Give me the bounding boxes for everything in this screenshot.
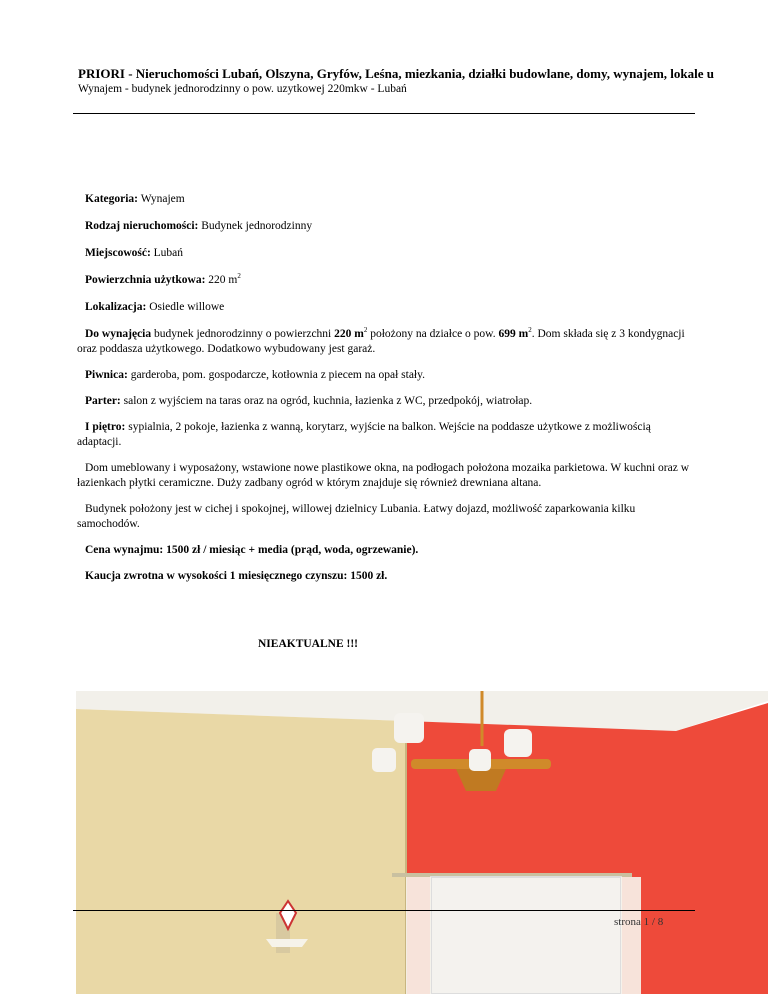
unit-superscript: 2 xyxy=(237,272,241,281)
field-value: Osiedle willowe xyxy=(149,301,225,313)
first-floor-label: I piętro: xyxy=(85,421,126,433)
ground-text: salon z wyjściem na taras oraz na ogród, kuchnia, łazienka z WC, przedpokój, wiatrołap. xyxy=(120,395,533,407)
first-floor-text: sypialnia, 2 pokoje, łazienka z wanną, korytarz, wyjście na balkon. Wejście na poddasze użytkowe z możliwością adaptacji. xyxy=(77,421,651,448)
page-subtitle: Wynajem - budynek jednorodzinny o pow. uzytkowej 220mkw - Lubań xyxy=(78,83,407,95)
field-label: Miejscowość: xyxy=(85,247,151,259)
field-type xyxy=(77,219,697,234)
price-text: Cena wynajmu: 1500 zł / miesiąc + media (prąd, woda, ogrzewanie). xyxy=(85,544,419,556)
deposit-text: Kaucja zwrotna w wysokości 1 miesięcznego czynszu: 1500 zł. xyxy=(85,570,388,582)
field-label: Kategoria: xyxy=(85,193,139,205)
description-first-floor xyxy=(77,420,697,450)
footer-divider xyxy=(73,910,695,911)
price-line xyxy=(77,543,697,558)
field-location xyxy=(77,300,697,315)
header-divider xyxy=(73,113,695,114)
listing-content xyxy=(77,192,697,595)
plot-sup: 2 xyxy=(528,326,532,335)
field-label: Lokalizacja: xyxy=(85,301,147,313)
intro-text-3: . Dom składa się z 3 kondygnacji oraz poddasza użytkowego. Dodatkowo wybudowany jest garaż. xyxy=(77,328,685,355)
field-value: Lubań xyxy=(153,247,184,259)
deposit-line xyxy=(77,569,697,584)
description-ground xyxy=(77,394,697,409)
intro-text-2: położony na działce o pow. xyxy=(367,328,499,340)
field-value: Wynajem xyxy=(140,193,185,205)
area-sup: 2 xyxy=(363,326,368,335)
field-value: Budynek jednorodzinny xyxy=(201,220,313,232)
field-category xyxy=(77,192,697,207)
outdated-notice: NIEAKTUALNE !!! xyxy=(258,638,358,650)
page-title: PRIORI - Nieruchomości Lubań, Olszyna, Gryfów, Leśna, miezkania, działki budowlane, domy, wynajem, lokale u xyxy=(78,66,714,81)
intro-bold: Do wynajęcia xyxy=(85,328,152,340)
field-label: Rodzaj nieruchomości: xyxy=(85,220,199,232)
page-number: strona 1 / 8 xyxy=(614,916,664,928)
field-area xyxy=(77,273,697,288)
property-photo xyxy=(76,691,768,994)
description-situated: Budynek położony jest w cichej i spokojnej, willowej dzielnicy Lubania. Łatwy dojazd, możliwość zaparkowania kilku samochodów. xyxy=(77,503,636,530)
basement-label: Piwnica: xyxy=(85,369,128,381)
basement-text: garderoba, pom. gospodarcze, kotłownia z piecem na opał stały. xyxy=(127,369,426,381)
field-city xyxy=(77,246,697,261)
area-bold: 220 m xyxy=(334,328,364,340)
description-intro xyxy=(77,327,697,357)
intro-text: budynek jednorodzinny o powierzchni xyxy=(151,328,335,340)
field-value: 220 m xyxy=(208,274,238,286)
plot-bold: 699 m xyxy=(498,328,529,340)
description-basement xyxy=(77,368,697,383)
ground-label: Parter: xyxy=(85,395,121,407)
field-label: Powierzchnia użytkowa: xyxy=(85,274,206,286)
description-furnished: Dom umeblowany i wyposażony, wstawione nowe plastikowe okna, na podłogach położona mozaika parkietowa. W kuchni oraz w łazienkach płytki ceramiczne. Duży zadbany ogród w którym znajduje się również drewniana altana. xyxy=(77,462,690,489)
